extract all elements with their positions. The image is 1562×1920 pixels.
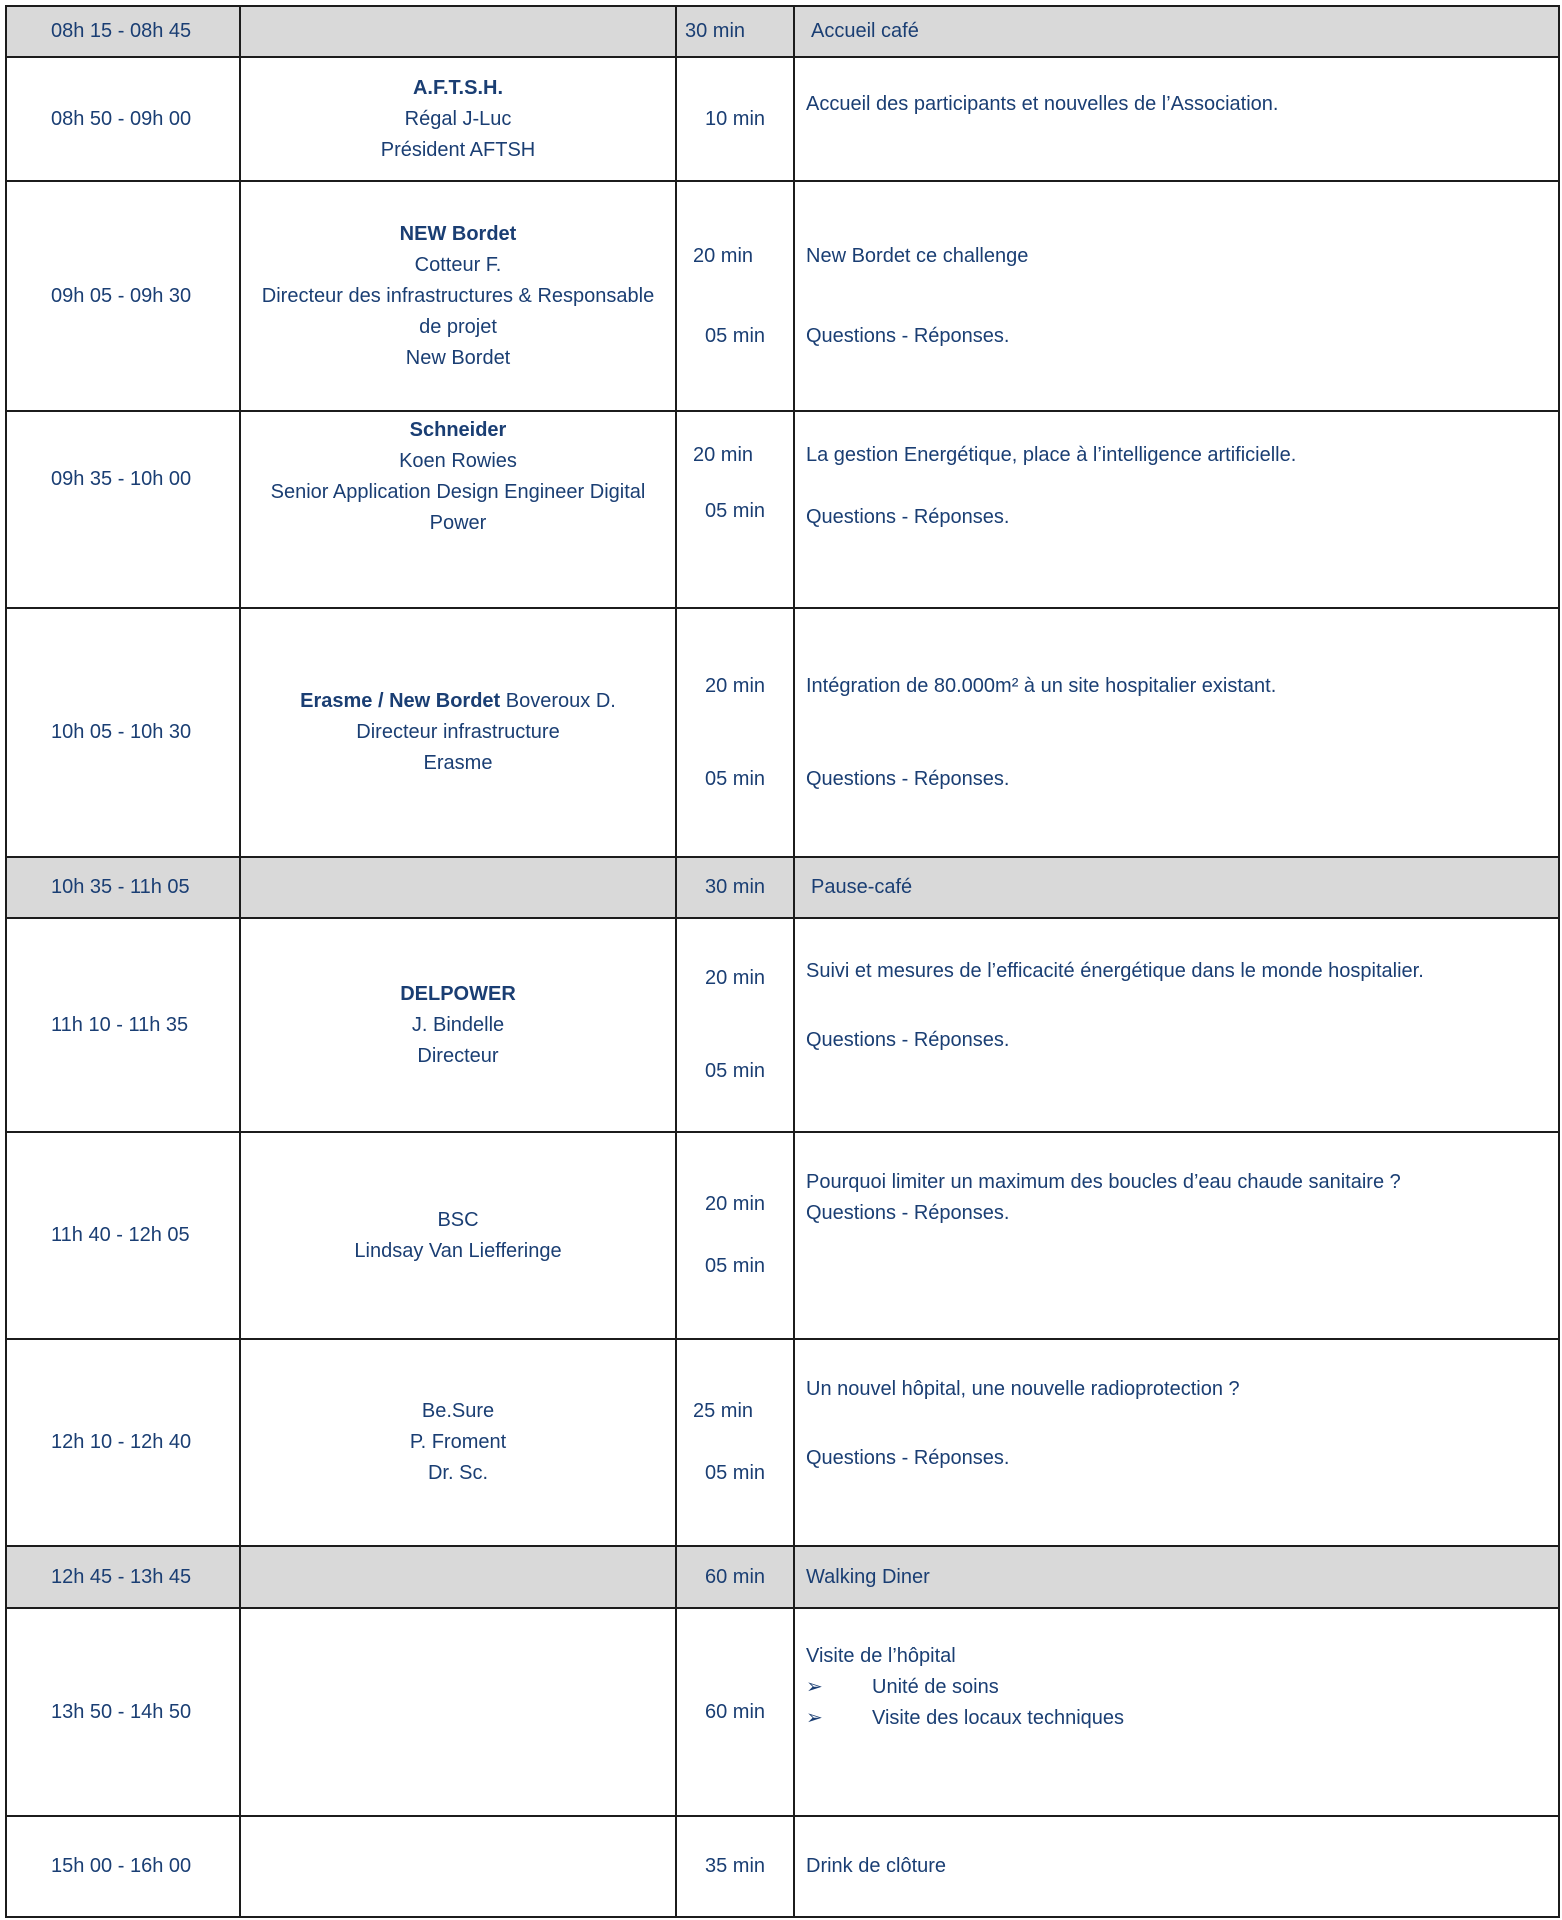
speaker-cell	[240, 181, 676, 411]
speaker-role: Senior Application Design Engineer Digital Power	[270, 481, 646, 534]
speaker-role: Directeur infrastructure	[356, 721, 560, 743]
speaker-organization: Be.Sure	[421, 1400, 495, 1422]
agenda-row	[6, 181, 1559, 411]
agenda-row-break	[6, 6, 1559, 57]
speaker-name: Régal J-Luc	[404, 107, 512, 130]
agenda-row	[6, 608, 1559, 857]
duration-cell	[676, 181, 794, 411]
topic-cell	[794, 181, 1559, 411]
speaker-role: Directeur	[417, 1044, 499, 1067]
speaker-cell	[240, 857, 676, 918]
topic-cell	[794, 1339, 1559, 1546]
duration-qa: 05 min	[704, 500, 766, 522]
time-slot: 13h 50 - 14h 50	[6, 1608, 240, 1816]
speaker-site: Erasme	[423, 752, 493, 774]
topic-cell	[794, 1608, 1559, 1816]
duration-talk: 20 min	[692, 244, 754, 267]
speaker-cell	[240, 1132, 676, 1339]
topic-qa: Questions - Réponses.	[806, 767, 1010, 790]
bullet-item: ➢ Unité de soins	[806, 1672, 1558, 1703]
speaker-name: Cotteur F.	[414, 253, 502, 276]
time-slot: 11h 40 - 12h 05	[6, 1132, 240, 1339]
duration: 30 min	[676, 6, 794, 57]
duration: 35 min	[676, 1816, 794, 1917]
topic-title: La gestion Energétique, place à l’intelligence artificielle.	[806, 444, 1297, 466]
time-slot: 10h 35 - 11h 05	[6, 857, 240, 918]
speaker-name: J. Bindelle	[411, 1013, 505, 1036]
duration-cell	[676, 608, 794, 857]
topic-title: Pourquoi limiter un maximum des boucles d’eau chaude sanitaire ?	[806, 1171, 1401, 1193]
topic-cell	[794, 608, 1559, 857]
time-slot: 09h 35 - 10h 00	[6, 411, 240, 608]
topic-qa: Questions - Réponses.	[806, 506, 1010, 528]
agenda-row	[6, 57, 1559, 181]
speaker-organization: A.F.T.S.H.	[412, 76, 503, 99]
speaker-site: New Bordet	[405, 346, 511, 369]
topic: Accueil café	[794, 6, 1559, 57]
duration-qa: 05 min	[704, 1060, 766, 1082]
topic-qa: Questions - Réponses.	[806, 1202, 1010, 1224]
duration-cell	[676, 1132, 794, 1339]
speaker-role: Dr. Sc.	[427, 1462, 488, 1484]
time-slot: 08h 15 - 08h 45	[6, 6, 240, 57]
duration-talk: 20 min	[704, 1193, 766, 1215]
speaker-cell	[240, 1608, 676, 1816]
agenda-row	[6, 1339, 1559, 1546]
speaker-name: Boveroux D.	[505, 690, 616, 712]
topic-cell	[794, 1132, 1559, 1339]
duration-talk: 20 min	[704, 967, 766, 989]
agenda-row	[6, 918, 1559, 1132]
speaker-cell	[240, 411, 676, 608]
agenda-row	[6, 1132, 1559, 1339]
duration: 60 min	[676, 1608, 794, 1816]
time-slot: 15h 00 - 16h 00	[6, 1816, 240, 1917]
agenda-row	[6, 1816, 1559, 1917]
topic-cell	[794, 411, 1559, 608]
time-slot: 12h 45 - 13h 45	[6, 1546, 240, 1608]
duration-qa: 05 min	[704, 1462, 766, 1484]
speaker-organization: BSC	[437, 1208, 479, 1231]
duration: 30 min	[676, 857, 794, 918]
topic-qa: Questions - Réponses.	[806, 1447, 1010, 1469]
bullet-item: ➢ Visite des locaux techniques	[806, 1703, 1558, 1734]
topic-title: Visite de l’hôpital	[806, 1645, 956, 1667]
duration-talk: 20 min	[704, 674, 766, 697]
time-slot: 10h 05 - 10h 30	[6, 608, 240, 857]
topic: Pause-café	[794, 857, 1559, 918]
duration-qa: 05 min	[704, 324, 766, 347]
topic: Drink de clôture	[794, 1816, 1559, 1917]
speaker-cell	[240, 608, 676, 857]
speaker-role: Président AFTSH	[380, 138, 536, 161]
duration-cell	[676, 1339, 794, 1546]
topic-title: Un nouvel hôpital, une nouvelle radioprotection ?	[806, 1378, 1240, 1400]
speaker-role: Directeur des infrastructures & Responsable de projet	[261, 284, 655, 338]
time-slot: 08h 50 - 09h 00	[6, 57, 240, 181]
speaker-organization: Schneider	[409, 419, 507, 441]
duration-talk: 20 min	[692, 444, 754, 466]
arrow-bullet-icon: ➢	[806, 1707, 823, 1729]
duration: 60 min	[676, 1546, 794, 1608]
speaker-cell	[240, 1339, 676, 1546]
speaker-name: Koen Rowies	[399, 450, 517, 472]
speaker-cell	[240, 1546, 676, 1608]
duration-cell	[676, 411, 794, 608]
topic-title: New Bordet ce challenge	[806, 244, 1029, 267]
duration-qa: 05 min	[704, 1255, 766, 1277]
agenda-row-break	[6, 1546, 1559, 1608]
topic: Walking Diner	[794, 1546, 1559, 1608]
agenda-row-break	[6, 857, 1559, 918]
topic-cell	[794, 918, 1559, 1132]
agenda-row	[6, 411, 1559, 608]
speaker-cell	[240, 1816, 676, 1917]
duration-qa: 05 min	[704, 767, 766, 790]
speaker-name: P. Froment	[409, 1431, 507, 1453]
speaker-cell	[240, 57, 676, 181]
time-slot: 12h 10 - 12h 40	[6, 1339, 240, 1546]
duration-cell	[676, 918, 794, 1132]
agenda-row	[6, 1608, 1559, 1816]
duration-talk: 25 min	[692, 1400, 754, 1422]
topic-title: Intégration de 80.000m² à un site hospitalier existant.	[806, 674, 1277, 697]
speaker-cell	[240, 6, 676, 57]
speaker-organization: Erasme / New Bordet	[300, 690, 501, 712]
speaker-cell	[240, 918, 676, 1132]
topic-qa: Questions - Réponses.	[806, 324, 1010, 347]
agenda-table	[5, 5, 1560, 1918]
duration: 10 min	[676, 57, 794, 181]
arrow-bullet-icon: ➢	[806, 1676, 823, 1698]
time-slot: 09h 05 - 09h 30	[6, 181, 240, 411]
topic-title: Suivi et mesures de l’efficacité énergétique dans le monde hospitalier.	[806, 960, 1424, 982]
topic: Accueil des participants et nouvelles de l’Association.	[794, 57, 1559, 181]
speaker-organization: NEW Bordet	[399, 222, 517, 245]
topic-qa: Questions - Réponses.	[806, 1029, 1010, 1051]
time-slot: 11h 10 - 11h 35	[6, 918, 240, 1132]
speaker-name: Lindsay Van Liefferinge	[354, 1239, 562, 1262]
speaker-organization: DELPOWER	[400, 982, 516, 1005]
